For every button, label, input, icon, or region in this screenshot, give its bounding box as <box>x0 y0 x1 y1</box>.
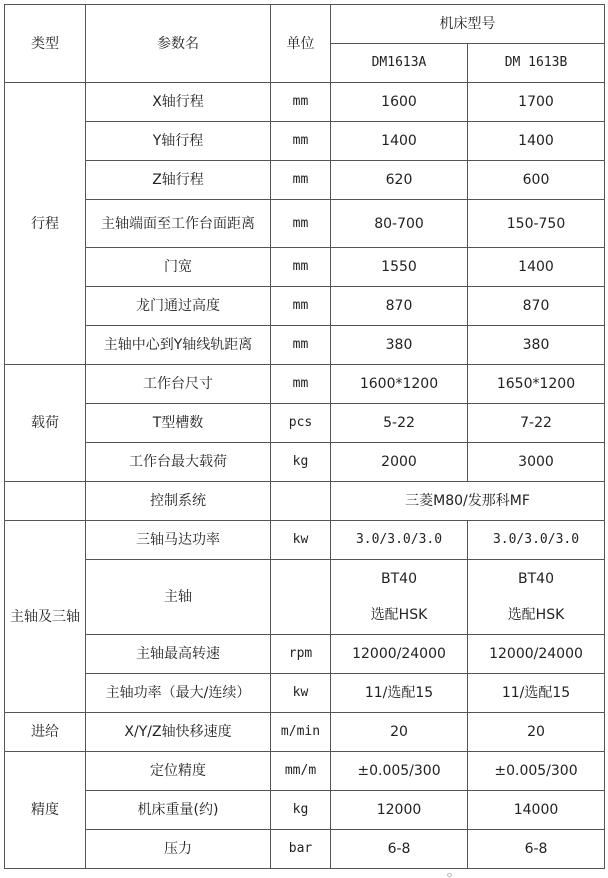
unit-cell: mm <box>271 200 331 248</box>
param-name: Y轴行程 <box>86 122 271 161</box>
value-a: 20 <box>331 713 468 752</box>
unit-cell: kg <box>271 443 331 482</box>
value-b: 20 <box>468 713 605 752</box>
value-b: 600 <box>468 161 605 200</box>
value-b: 11/选配15 <box>468 674 605 713</box>
param-name: 压力 <box>86 830 271 869</box>
header-model-group: 机床型号 <box>331 5 605 44</box>
value-a: 80-700 <box>331 200 468 248</box>
unit-cell: bar <box>271 830 331 869</box>
table-row <box>5 674 605 713</box>
resize-handle-dot <box>447 873 452 877</box>
table-row <box>5 521 605 560</box>
value-a: 3.0/3.0/3.0 <box>331 521 468 560</box>
unit-cell: kw <box>271 674 331 713</box>
value-b: 7-22 <box>468 404 605 443</box>
value-b: 1650*1200 <box>468 365 605 404</box>
value-b: 1700 <box>468 83 605 122</box>
param-name: 定位精度 <box>86 752 271 791</box>
value-a: 6-8 <box>331 830 468 869</box>
value-a: 1550 <box>331 248 468 287</box>
header-row <box>5 5 605 44</box>
param-name: 工作台最大载荷 <box>86 443 271 482</box>
unit-cell: kg <box>271 791 331 830</box>
table-row <box>5 560 605 635</box>
table-row <box>5 830 605 869</box>
category-travel: 行程 <box>5 83 86 365</box>
table-row <box>5 482 605 521</box>
unit-cell: mm/m <box>271 752 331 791</box>
unit-cell: rpm <box>271 635 331 674</box>
table-row <box>5 404 605 443</box>
value-a <box>331 560 468 635</box>
spindle-a-opt: 选配HSK <box>370 607 428 623</box>
unit-cell-empty <box>271 560 331 635</box>
param-name: 龙门通过高度 <box>86 287 271 326</box>
value-b <box>468 560 605 635</box>
param-name: T型槽数 <box>86 404 271 443</box>
unit-cell: pcs <box>271 404 331 443</box>
unit-cell: mm <box>271 365 331 404</box>
param-name: 机床重量(约) <box>86 791 271 830</box>
spindle-b-std: BT40 <box>518 571 554 587</box>
value-b: ±0.005/300 <box>468 752 605 791</box>
unit-cell: mm <box>271 83 331 122</box>
header-category: 类型 <box>5 5 86 83</box>
category-spindle: 主轴及三轴 <box>5 521 86 713</box>
value-a: 12000 <box>331 791 468 830</box>
unit-cell: kw <box>271 521 331 560</box>
value-b: 3000 <box>468 443 605 482</box>
value-b: 1400 <box>468 122 605 161</box>
table-row <box>5 248 605 287</box>
value-b: 150-750 <box>468 200 605 248</box>
table-row <box>5 200 605 248</box>
control-value: 三菱M80/发那科MF <box>331 482 605 521</box>
value-a: 5-22 <box>331 404 468 443</box>
value-b: 14000 <box>468 791 605 830</box>
param-name: X轴行程 <box>86 83 271 122</box>
param-name: 主轴 <box>86 560 271 635</box>
table-row <box>5 713 605 752</box>
value-b: 3.0/3.0/3.0 <box>468 521 605 560</box>
table-row <box>5 161 605 200</box>
table-row <box>5 326 605 365</box>
value-b: 12000/24000 <box>468 635 605 674</box>
header-param: 参数名 <box>86 5 271 83</box>
category-precision: 精度 <box>5 752 86 869</box>
value-a: 1600 <box>331 83 468 122</box>
value-a: 870 <box>331 287 468 326</box>
param-name: 主轴中心到Y轴线轨距离 <box>86 326 271 365</box>
value-a: 2000 <box>331 443 468 482</box>
param-name: 控制系统 <box>86 482 271 521</box>
header-model-a: DM1613A <box>331 44 468 83</box>
category-feed: 进给 <box>5 713 86 752</box>
table-row <box>5 791 605 830</box>
param-name: 主轴最高转速 <box>86 635 271 674</box>
table-row <box>5 365 605 404</box>
unit-cell: m/min <box>271 713 331 752</box>
value-a: 620 <box>331 161 468 200</box>
param-name: 三轴马达功率 <box>86 521 271 560</box>
value-a: 1600*1200 <box>331 365 468 404</box>
table-row <box>5 443 605 482</box>
value-a: 380 <box>331 326 468 365</box>
unit-cell: mm <box>271 248 331 287</box>
param-name: Z轴行程 <box>86 161 271 200</box>
param-name: 工作台尺寸 <box>86 365 271 404</box>
table-row <box>5 752 605 791</box>
value-b: 870 <box>468 287 605 326</box>
unit-cell: mm <box>271 161 331 200</box>
table-row <box>5 122 605 161</box>
spindle-a-std: BT40 <box>381 571 417 587</box>
unit-cell: mm <box>271 326 331 365</box>
value-b: 6-8 <box>468 830 605 869</box>
category-empty <box>5 482 86 521</box>
unit-cell: mm <box>271 287 331 326</box>
value-a: 12000/24000 <box>331 635 468 674</box>
unit-cell: mm <box>271 122 331 161</box>
param-name: 门宽 <box>86 248 271 287</box>
table-row <box>5 635 605 674</box>
param-name: 主轴端面至工作台面距离 <box>86 200 271 248</box>
unit-cell-empty <box>271 482 331 521</box>
value-a: 1400 <box>331 122 468 161</box>
param-name: 主轴功率（最大/连续） <box>86 674 271 713</box>
param-name: X/Y/Z轴快移速度 <box>86 713 271 752</box>
header-model-b: DM 1613B <box>468 44 605 83</box>
spec-table <box>4 4 605 869</box>
category-load: 载荷 <box>5 365 86 482</box>
value-b: 1400 <box>468 248 605 287</box>
table-row <box>5 287 605 326</box>
table-row <box>5 83 605 122</box>
value-a: ±0.005/300 <box>331 752 468 791</box>
value-a: 11/选配15 <box>331 674 468 713</box>
value-b: 380 <box>468 326 605 365</box>
header-unit: 单位 <box>271 5 331 83</box>
spindle-b-opt: 选配HSK <box>507 607 565 623</box>
